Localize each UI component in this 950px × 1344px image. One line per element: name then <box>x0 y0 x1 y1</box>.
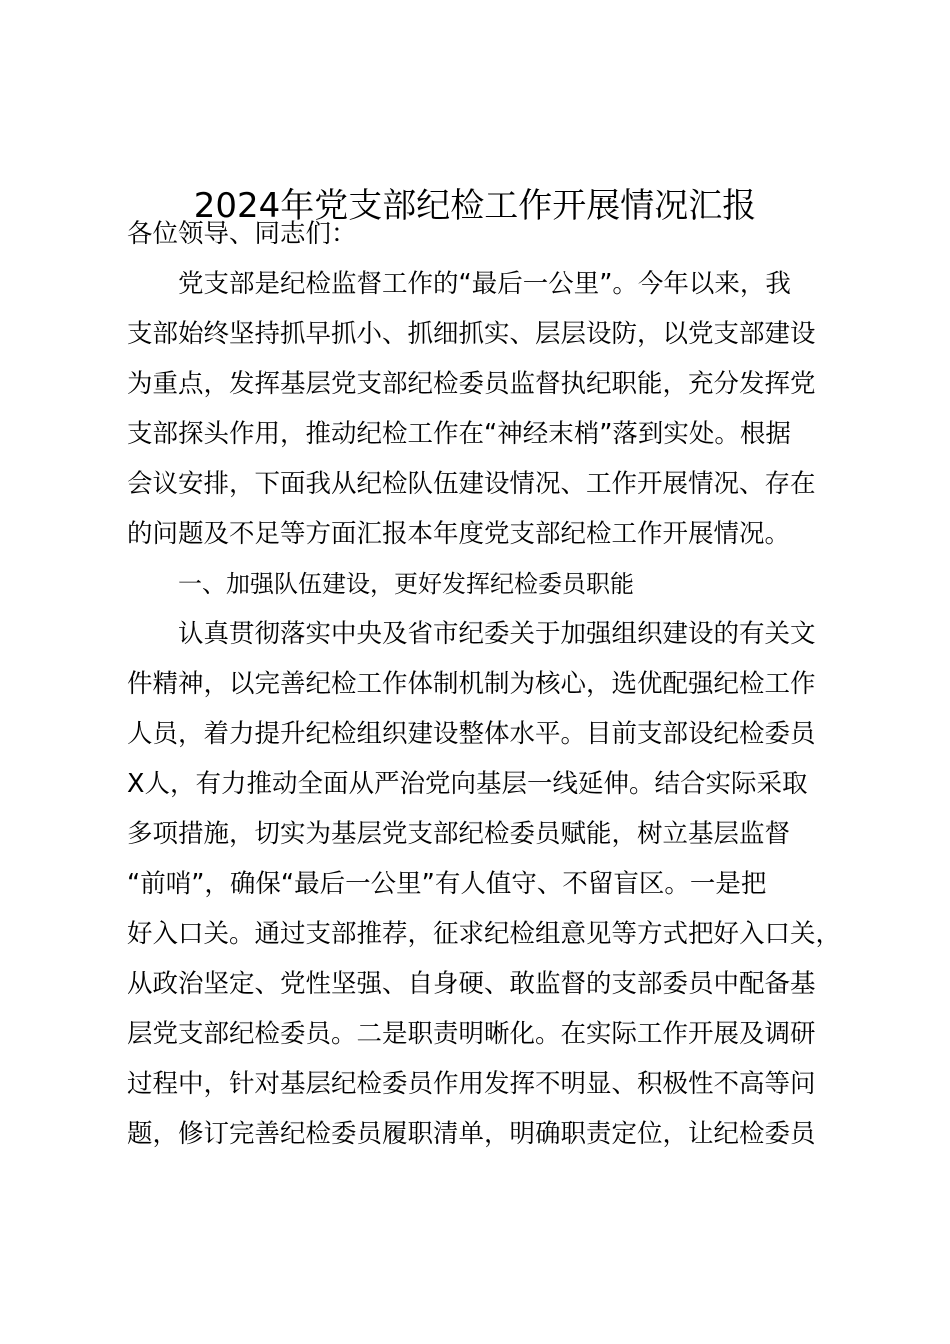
paragraph-line: 从政治坚定、党性坚强、自身硬、敢监督的支部委员中配备基 <box>127 969 816 999</box>
paragraph-line: 认真贯彻落实中央及省市纪委关于加强组织建设的有关文 <box>178 619 816 649</box>
salutation: 各位领导、同志们： <box>127 219 357 249</box>
paragraph-line: 支部始终坚持抓早抓小、抓细抓实、层层设防，以党支部建设 <box>127 319 816 349</box>
paragraph-line: 多项措施，切实为基层党支部纪检委员赋能，树立基层监督 <box>127 819 791 849</box>
paragraph-line: 为重点，发挥基层党支部纪检委员监督执纪职能，充分发挥党 <box>127 369 816 399</box>
paragraph-intro <box>127 259 837 559</box>
paragraph-line: 人员，着力提升纪检组织建设整体水平。目前支部设纪检委员 <box>127 719 816 749</box>
paragraph-line: 层党支部纪检委员。二是职责明晰化。在实际工作开展及调研 <box>127 1019 816 1049</box>
paragraph-line: “前哨”，确保“最后一公里”有人值守、不留盲区。一是把 <box>127 869 767 899</box>
section-heading: 一、加强队伍建设，更好发挥纪检委员职能 <box>178 570 634 598</box>
paragraph-line: X人，有力推动全面从严治党向基层一线延伸。结合实际采取 <box>127 769 808 799</box>
paragraph-line: 好入口关。通过支部推荐，征求纪检组意见等方式把好入口关， <box>127 919 842 949</box>
paragraph-line: 的问题及不足等方面汇报本年度党支部纪检工作开展情况。 <box>127 519 791 549</box>
paragraph-line: 支部探头作用，推动纪检工作在“神经末梢”落到实处。根据 <box>127 419 791 449</box>
paragraph-line: 会议安排，下面我从纪检队伍建设情况、工作开展情况、存在 <box>127 469 816 499</box>
paragraph-line: 题，修订完善纪检委员履职清单，明确职责定位，让纪检委员 <box>127 1119 816 1149</box>
paragraph-line: 党支部是纪检监督工作的“最后一公里”。今年以来，我 <box>178 269 791 299</box>
paragraph-line: 过程中，针对基层纪检委员作用发挥不明显、积极性不高等问 <box>127 1069 816 1099</box>
paragraph-section1 <box>127 609 842 1159</box>
document-body <box>127 209 842 1159</box>
paragraph-line: 件精神，以完善纪检工作体制机制为核心，选优配强纪检工作 <box>127 669 816 699</box>
document-title: 2024年党支部纪检工作开展情况汇报 <box>193 186 757 226</box>
